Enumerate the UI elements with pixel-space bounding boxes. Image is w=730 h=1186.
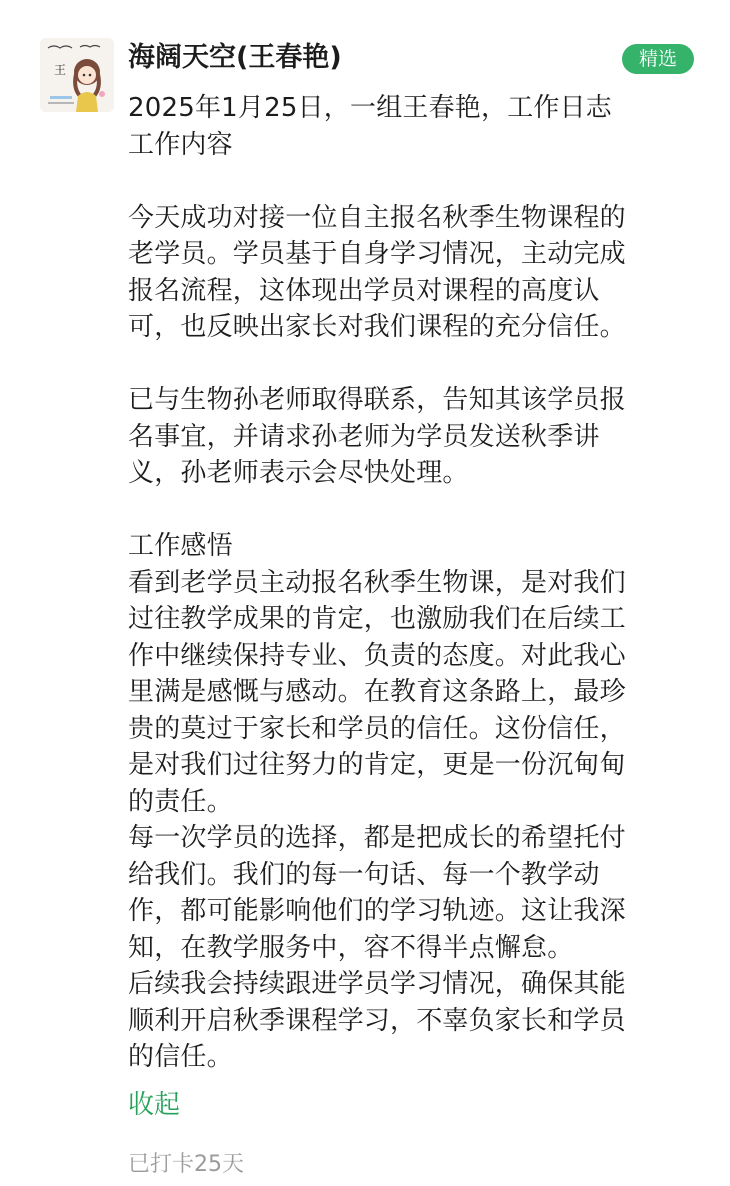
avatar-image — [40, 38, 114, 112]
post-line: 是对我们过往努力的肯定，更是一份沉甸甸 — [128, 750, 626, 780]
post-line: 里满是感慨与感动。在教育这条路上，最珍 — [128, 677, 626, 707]
post-line: 老学员。学员基于自身学习情况，主动完成 — [128, 239, 626, 269]
post-line: 工作内容 — [128, 129, 233, 160]
post-line: 工作感悟 — [128, 531, 233, 561]
avatar[interactable] — [40, 38, 114, 112]
post-line: 的信任。 — [128, 1042, 233, 1072]
post-line: 可，也反映出家长对我们课程的充分信任。 — [128, 312, 626, 342]
post-content — [128, 90, 698, 1076]
post-line: 看到老学员主动报名秋季生物课，是对我们 — [128, 567, 626, 598]
post-paragraph — [128, 528, 698, 1076]
author-name[interactable]: 海阔天空(王春艳) — [128, 42, 342, 73]
collapse-button[interactable]: 收起 — [128, 1090, 181, 1120]
post-line: 后续我会持续跟进学员学习情况，确保其能 — [128, 969, 626, 999]
post-line: 作，都可能影响他们的学习轨迹。这让我深 — [128, 896, 626, 926]
post-line: 名事宜，并请求孙老师为学员发送秋季讲 — [128, 421, 600, 452]
post-line: 给我们。我们的每一句话、每一个教学动 — [128, 859, 600, 890]
post-line: 知，在教学服务中，容不得半点懈怠。 — [128, 932, 574, 963]
post-line: 报名流程，这体现出学员对课程的高度认 — [128, 275, 600, 306]
post-line: 今天成功对接一位自主报名秋季生物课程的 — [128, 202, 626, 233]
paragraph-gap — [128, 346, 698, 383]
post-paragraph — [128, 382, 698, 492]
post-line: 贵的莫过于家长和学员的信任。这份信任， — [128, 713, 626, 744]
post-line: 义，孙老师表示会尽快处理。 — [128, 458, 469, 488]
post-line: 作中继续保持专业、负责的态度。对此我心 — [128, 640, 626, 671]
paragraph-gap — [128, 163, 698, 200]
post-line: 顺利开启秋季课程学习，不辜负家长和学员 — [128, 1005, 626, 1036]
featured-badge: 精选 — [622, 44, 694, 74]
post-paragraph — [128, 90, 698, 163]
post-paragraph — [128, 200, 698, 346]
post-line: 已与生物孙老师取得联系，告知其该学员报 — [128, 385, 626, 415]
post-line: 2025年1月25日，一组王春艳，工作日志 — [128, 93, 612, 123]
post-line: 每一次学员的选择，都是把成长的希望托付 — [128, 823, 626, 853]
paragraph-gap — [128, 492, 698, 529]
avatar-char: 王 — [54, 63, 67, 77]
post-line: 的责任。 — [128, 786, 233, 817]
post-line: 过往教学成果的肯定，也激励我们在后续工 — [128, 604, 626, 634]
checkin-status: 已打卡25天 — [128, 1152, 244, 1177]
